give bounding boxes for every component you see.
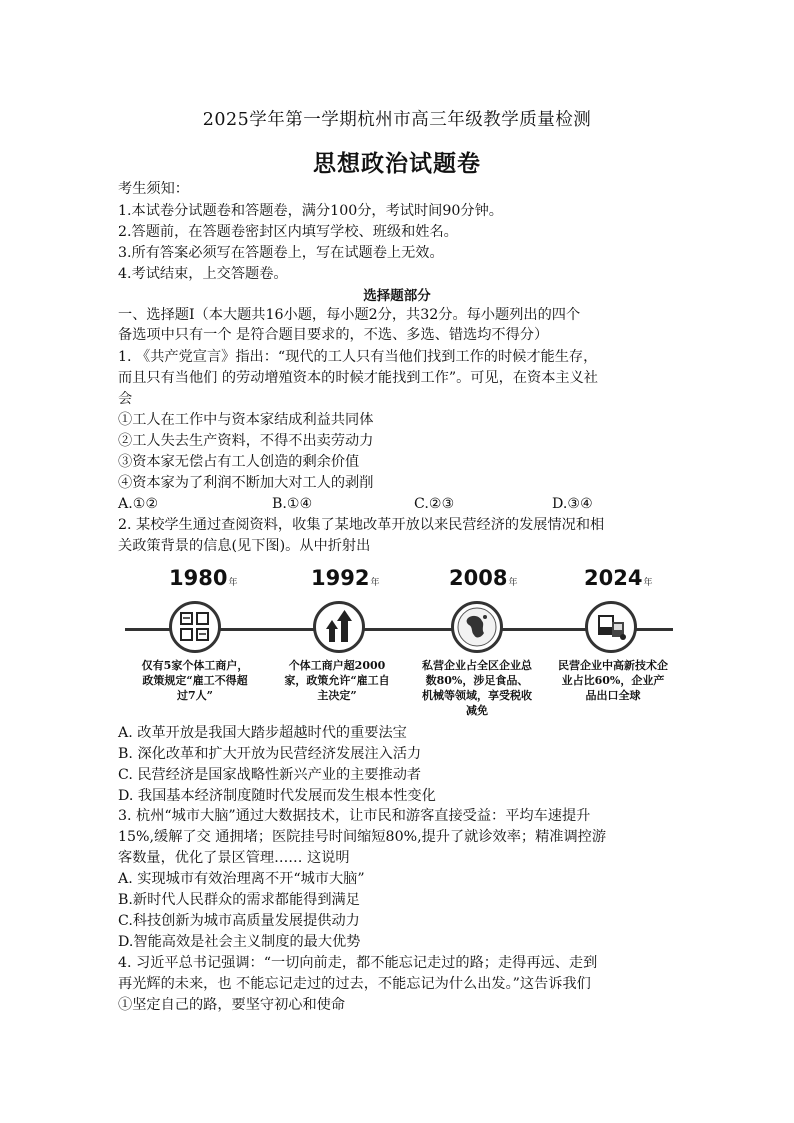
q3-option-c: C.科技创新为城市高质量发展提供动力	[118, 913, 360, 929]
shop-grid-icon	[169, 601, 221, 653]
tech-devices-icon	[585, 601, 637, 653]
q1-stem: 而且只有当他们 的劳动增殖资本的时候才能找到工作”。可见，在资本主义社	[118, 370, 598, 386]
private-economy-timeline	[125, 560, 673, 720]
section-heading: 选择题部分	[363, 288, 431, 304]
q4-stem: 再光辉的未来，也 不能忘记走过的过去，不能忘记为什么出发。”这告诉我们	[118, 976, 591, 992]
q2-stem: 2. 某校学生通过查阅资料，收集了某地改革开放以来民营经济的发展情况和相	[118, 517, 605, 533]
notice-heading: 考生须知：	[118, 181, 189, 197]
timeline-caption: 个体工商户超2000家，政策允许“雇工自主决定”	[284, 659, 390, 702]
timeline-caption: 私营企业占全区企业总数80%，涉足食品、机械等领域，享受税收减免	[422, 659, 532, 717]
q1-statement: ②工人失去生产资料，不得不出卖劳动力	[118, 433, 374, 449]
globe-map-icon	[451, 601, 503, 653]
q1-statement: ③资本家无偿占有工人创造的剩余价值	[118, 454, 360, 470]
notice-item: 4.考试结束，上交答题卷。	[118, 266, 288, 282]
q3-option-a: A. 实现城市有效治理离不开“城市大脑”	[118, 871, 365, 887]
notice-item: 3.所有答案必须写在答题卷上，写在试题卷上无效。	[118, 245, 444, 261]
q3-stem: 客数量，优化了景区管理…… 这说明	[118, 850, 350, 866]
timeline-year: 1992年	[311, 566, 380, 590]
exam-title: 2025学年第一学期杭州市高三年级教学质量检测	[202, 110, 592, 130]
q1-option-a: A.①②	[118, 496, 159, 512]
notice-item: 1.本试卷分试题卷和答题卷，满分100分，考试时间90分钟。	[118, 203, 503, 219]
q2-option-d: D. 我国基本经济制度随时代发展而发生根本性变化	[118, 788, 436, 804]
timeline-year: 1980年	[169, 566, 238, 590]
q1-option-b: B.①④	[272, 496, 313, 512]
q2-option-c: C. 民营经济是国家战略性新兴产业的主要推动者	[118, 767, 422, 783]
q2-option-b: B. 深化改革和扩大开放为民营经济发展注入活力	[118, 746, 422, 762]
q4-stem: 4. 习近平总书记强调：“一切向前走，都不能忘记走过的路；走得再远、走到	[118, 955, 598, 971]
timeline-caption: 民营企业中高新技术企业占比60%，企业产品出口全球	[558, 659, 668, 702]
q1-stem: 1. 《共产党宣言》指出：“现代的工人只有当他们找到工作的时候才能生存，	[118, 349, 598, 365]
section-intro: 备选项中只有一个 是符合题目要求的，不选、多选、错选均不得分）	[118, 327, 549, 343]
q3-stem: 15%,缓解了交 通拥堵；医院挂号时间缩短80%,提升了就诊效率；精准调控游	[118, 829, 607, 845]
subject-title: 思想政治试题卷	[313, 150, 481, 177]
q3-stem: 3. 杭州“城市大脑”通过大数据技术，让市民和游客直接受益：平均车速提升	[118, 808, 591, 824]
q1-option-d: D.③④	[552, 496, 593, 512]
notice-item: 2.答题前，在答题卷密封区内填写学校、班级和姓名。	[118, 224, 458, 240]
timeline-caption: 仅有5家个体工商户，政策规定“雇工不得超过7人”	[141, 659, 249, 702]
q4-statement: ①坚定自己的路，要坚守初心和使命	[118, 997, 346, 1013]
q3-option-d: D.智能高效是社会主义制度的最大优势	[118, 934, 361, 950]
q1-stem: 会	[118, 391, 133, 407]
q1-option-c: C.②③	[414, 496, 455, 512]
q1-statement: ④资本家为了利润不断加大对工人的剥削	[118, 475, 374, 491]
growth-arrows-icon	[313, 601, 365, 653]
timeline-year: 2008年	[449, 566, 518, 590]
q2-option-a: A. 改革开放是我国大踏步超越时代的重要法宝	[118, 725, 407, 741]
q1-statement: ①工人在工作中与资本家结成利益共同体	[118, 412, 374, 428]
q2-stem: 关政策背景的信息(见下图)。从中折射出	[118, 538, 371, 554]
timeline-year: 2024年	[584, 566, 653, 590]
section-intro: 一、选择题Ⅰ（本大题共16小题，每小题2分，共32分。每小题列出的四个	[118, 307, 581, 323]
q3-option-b: B.新时代人民群众的需求都能得到满足	[118, 892, 360, 908]
